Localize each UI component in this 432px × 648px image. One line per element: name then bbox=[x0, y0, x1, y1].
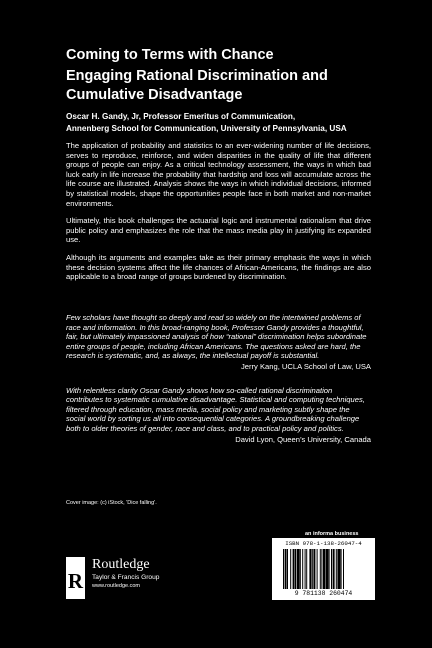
endorsement-attribution: David Lyon, Queen’s University, Canada bbox=[235, 434, 371, 444]
endorsement-quote: Few scholars have thought so deeply and read so widely on the intertwined problems of race and information. In this broad-ranging book, Professor Gandy provides a thoughtful, fair, but ultimately impassioned analysis of how “rational” discrimination helps subordinate entire groups of people, including African Americans. The questions asked are hard, the research is systematic, and, as always, the intellectual payoff is substantial. bbox=[66, 313, 367, 361]
endorsement-1 bbox=[66, 313, 371, 372]
publisher-group: Taylor & Francis Group bbox=[92, 574, 160, 581]
book-subtitle: Engaging Rational Discrimination and Cumulative Disadvantage bbox=[66, 68, 328, 103]
isbn-barcode bbox=[272, 538, 375, 600]
svg-text:R: R bbox=[67, 569, 84, 593]
barcode-number: 9 781138 260474 bbox=[294, 590, 353, 597]
informa-business-tag: an informa business bbox=[305, 531, 359, 537]
routledge-logo-icon bbox=[66, 557, 85, 599]
description-paragraph-3: Although its arguments and examples take as their primary emphasis the ways in which these decision systems affect the life chances of African-Americans, the findings are also applicable to a broad range of groups burdened by discrimination. bbox=[66, 252, 371, 282]
endorsements bbox=[66, 313, 371, 458]
author-affiliation-line: Annenberg School for Communication, University of Pennsylvania, USA bbox=[66, 124, 347, 133]
book-title: Coming to Terms with Chance bbox=[66, 47, 274, 63]
publisher-url: www.routledge.com bbox=[92, 583, 140, 589]
cover-image-credit: Cover image: (c) iStock, 'Dice falling'. bbox=[66, 500, 157, 506]
barcode-icon bbox=[282, 549, 365, 589]
endorsement-attribution: Jerry Kang, UCLA School of Law, USA bbox=[240, 361, 371, 371]
publisher-logo bbox=[66, 555, 176, 605]
isbn-label: ISBN 978-1-138-26047-4 bbox=[285, 540, 362, 547]
endorsement-2 bbox=[66, 386, 371, 445]
publisher-wordmark bbox=[92, 557, 159, 590]
author-block bbox=[66, 111, 396, 135]
endorsement-quote: With relentless clarity Oscar Gandy shows how so-called rational discrimination contributes to systematic cumulative disadvantage. Statistical and computing techniques, filtered through education, mass media, social policy and marketing subtly shape the social world by sorting us all into consequential categories. A groundbreaking challenge both to older theories of gender, race and class, and to practical policy and politics. bbox=[66, 385, 365, 433]
book-description bbox=[66, 141, 371, 290]
description-paragraph-1: The application of probability and statistics to an ever-widening number of life decisions, serves to reproduce, reinforce, and widen disparities in the quality of life that different groups of people can enjoy. As a critical technology assessment, the ways in which bad luck early in life increase the probability that hardship and loss will accumulate across the life course are illustrated. Analysis shows the ways in which individual decisions, informed by statistical models, shape the opportunities people face in both market and non-market environments. bbox=[66, 141, 371, 208]
description-paragraph-2: Ultimately, this book challenges the actuarial logic and instrumental rationalism that drive public policy and emphasizes the role that the mass media play in justifying its expanded use. bbox=[66, 216, 371, 245]
publisher-name: Routledge bbox=[92, 557, 150, 572]
author-name-line: Oscar H. Gandy, Jr, Professor Emeritus of Communication, bbox=[66, 112, 296, 121]
